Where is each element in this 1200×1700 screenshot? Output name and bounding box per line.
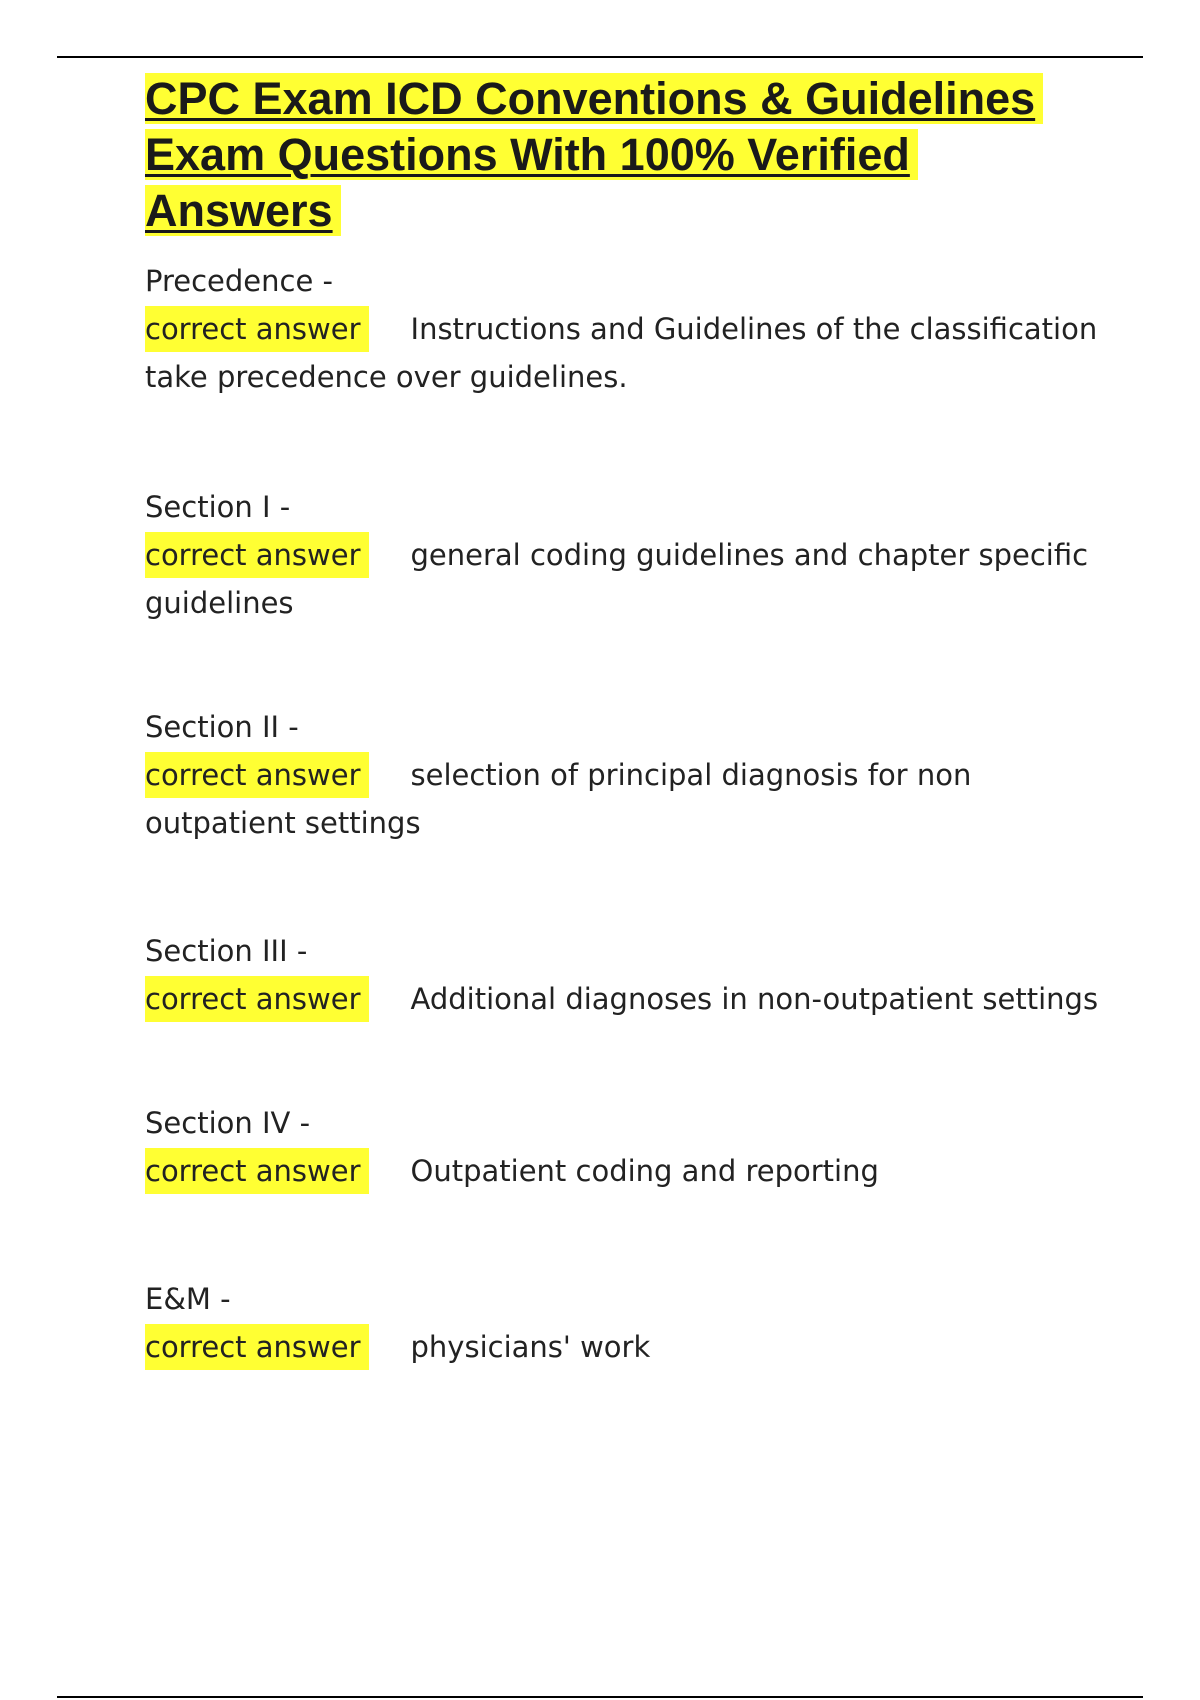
document-title-text: CPC Exam ICD Conventions & Guidelines Exam Questions With 100% Verified Answers xyxy=(145,73,1043,236)
qa-item-section-iv xyxy=(145,1099,1105,1195)
top-rule xyxy=(57,56,1143,58)
answer-line xyxy=(145,305,1105,401)
qa-item-em xyxy=(145,1275,1105,1371)
correct-answer-tag: correct answer xyxy=(145,306,369,352)
question-label: E&M - xyxy=(145,1282,231,1316)
correct-answer-tag: correct answer xyxy=(145,1148,369,1194)
question-label: Section II - xyxy=(145,710,299,744)
answer-text: selection of principal diagnosis for non outpatient settings xyxy=(145,758,972,840)
question-label: Section III - xyxy=(145,934,308,968)
question-label: Precedence - xyxy=(145,264,333,298)
answer-line xyxy=(145,1147,1105,1195)
correct-answer-tag: correct answer xyxy=(145,1324,369,1370)
document-title xyxy=(145,71,1045,239)
correct-answer-tag: correct answer xyxy=(145,752,369,798)
answer-text: Outpatient coding and reporting xyxy=(410,1154,879,1188)
bottom-rule xyxy=(57,1696,1143,1698)
answer-line xyxy=(145,751,1105,847)
question-label: Section I - xyxy=(145,490,291,524)
answer-line xyxy=(145,1323,1105,1371)
qa-item-section-ii xyxy=(145,703,1105,847)
qa-item-precedence xyxy=(145,257,1105,401)
answer-text: Instructions and Guidelines of the classification take precedence over guidelines. xyxy=(145,312,1098,394)
answer-text: Additional diagnoses in non-outpatient settings xyxy=(410,982,1099,1016)
answer-line xyxy=(145,975,1105,1023)
answer-text: general coding guidelines and chapter specific guidelines xyxy=(145,538,1089,620)
correct-answer-tag: correct answer xyxy=(145,532,369,578)
correct-answer-tag: correct answer xyxy=(145,976,369,1022)
answer-text: physicians' work xyxy=(410,1330,651,1364)
question-label: Section IV - xyxy=(145,1106,311,1140)
answer-line xyxy=(145,531,1105,627)
qa-item-section-iii xyxy=(145,927,1105,1023)
document-body xyxy=(145,71,1105,1371)
qa-item-section-i xyxy=(145,483,1105,627)
